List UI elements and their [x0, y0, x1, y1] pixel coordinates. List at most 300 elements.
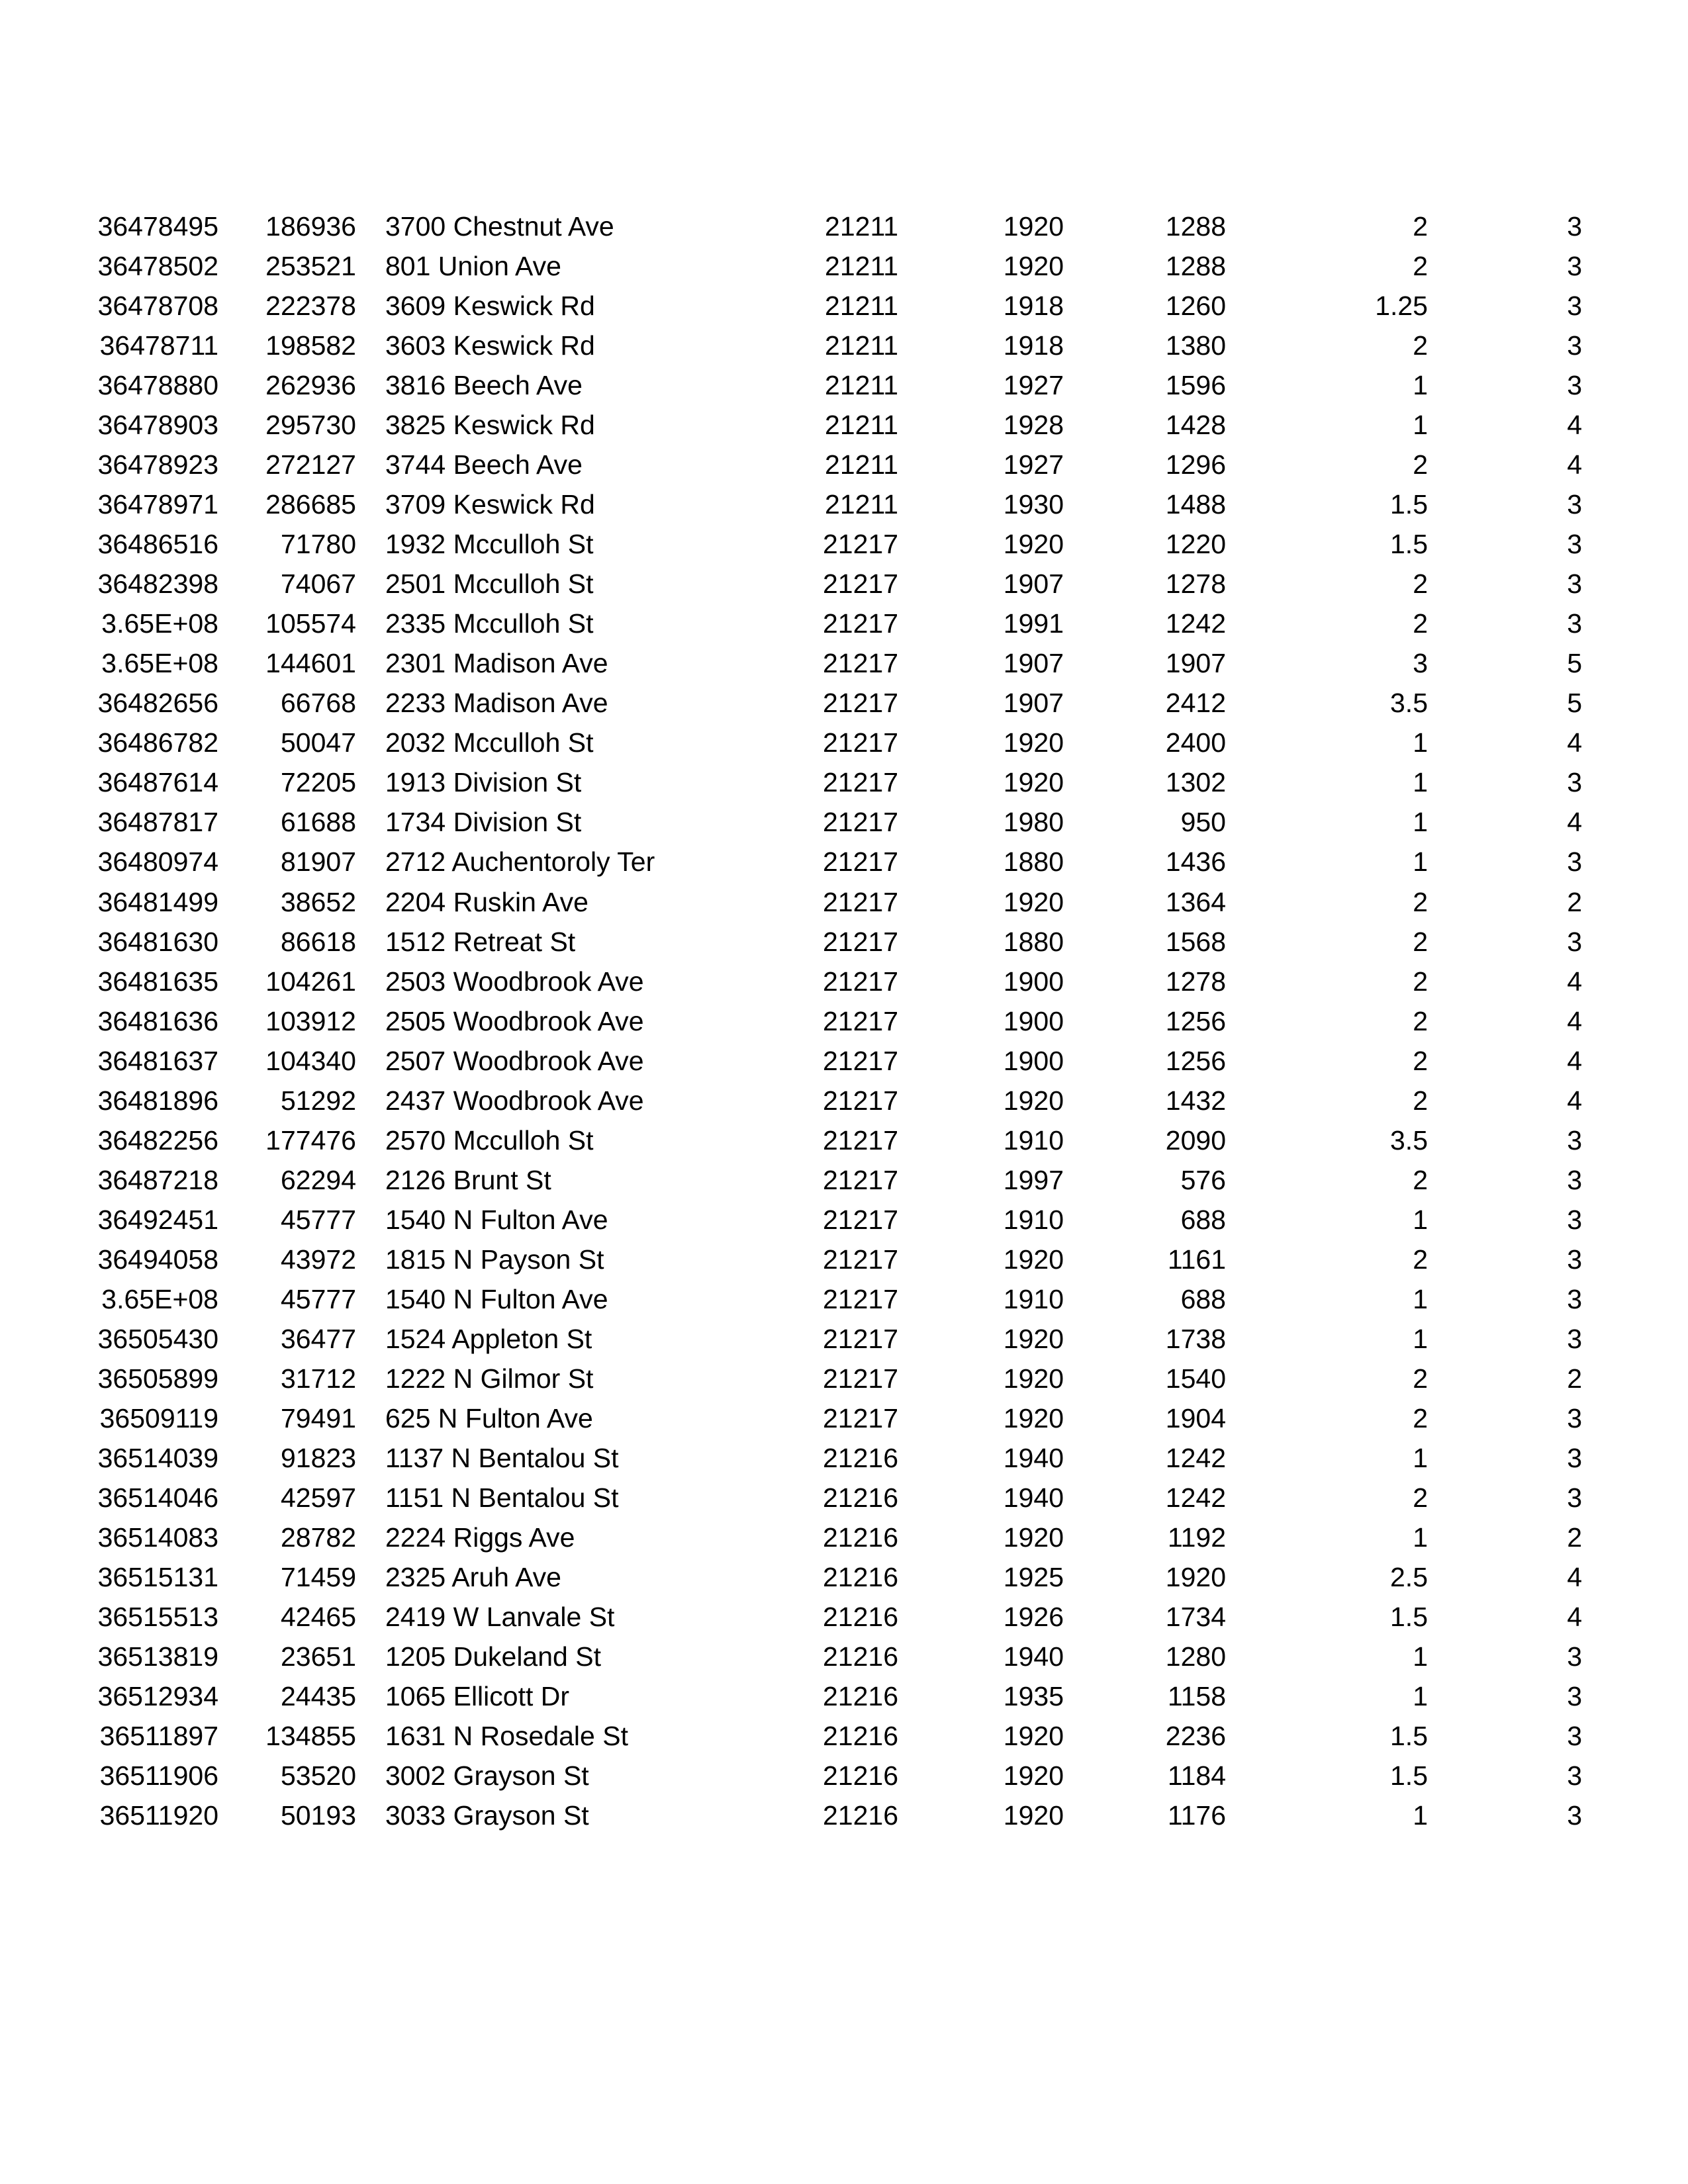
value-cell: 144601	[265, 648, 356, 679]
zip-cell: 21211	[825, 370, 898, 401]
baths-cell: 1.5	[1390, 529, 1428, 560]
year-built-cell: 1920	[1003, 1402, 1064, 1433]
sqft-cell: 1568	[1165, 926, 1226, 957]
value-cell: 38652	[280, 886, 356, 917]
zip-cell: 21217	[822, 1204, 898, 1235]
baths-cell: 1	[1413, 1800, 1428, 1831]
year-built-cell: 1940	[1003, 1482, 1064, 1513]
beds-cell: 3	[1567, 291, 1582, 322]
sqft-cell: 1288	[1165, 251, 1226, 282]
zip-cell: 21216	[822, 1760, 898, 1792]
beds-cell: 4	[1567, 1562, 1582, 1593]
year-built-cell: 1930	[1003, 489, 1064, 520]
beds-cell: 3	[1567, 1442, 1582, 1473]
baths-cell: 1	[1413, 767, 1428, 798]
value-cell: 134855	[265, 1721, 356, 1752]
sqft-cell: 1738	[1165, 1323, 1226, 1354]
sqft-cell: 1380	[1165, 330, 1226, 361]
value-cell: 272127	[265, 449, 356, 480]
baths-cell: 2	[1413, 1363, 1428, 1394]
table-row	[0, 643, 1688, 683]
parcel-id-cell: 36514083	[97, 1522, 218, 1553]
value-cell: 42597	[280, 1482, 356, 1513]
zip-cell: 21217	[822, 1005, 898, 1036]
beds-cell: 4	[1567, 966, 1582, 997]
zip-cell: 21217	[822, 1085, 898, 1116]
sqft-cell: 576	[1180, 1164, 1226, 1195]
year-built-cell: 1920	[1003, 1800, 1064, 1831]
parcel-id-cell: 36514039	[97, 1442, 218, 1473]
value-cell: 71459	[280, 1562, 356, 1593]
sqft-cell: 2090	[1165, 1124, 1226, 1156]
parcel-id-cell: 36486516	[97, 529, 218, 560]
year-built-cell: 1935	[1003, 1681, 1064, 1712]
address-cell: 2570 Mcculloh St	[385, 1124, 594, 1156]
zip-cell: 21217	[822, 1363, 898, 1394]
address-cell: 1065 Ellicott Dr	[385, 1681, 570, 1712]
year-built-cell: 1900	[1003, 1045, 1064, 1076]
value-cell: 43972	[280, 1244, 356, 1275]
beds-cell: 4	[1567, 1045, 1582, 1076]
address-cell: 2126 Brunt St	[385, 1164, 551, 1195]
sqft-cell: 2236	[1165, 1721, 1226, 1752]
year-built-cell: 1920	[1003, 727, 1064, 758]
beds-cell: 5	[1567, 688, 1582, 719]
parcel-id-cell: 36481896	[97, 1085, 218, 1116]
address-cell: 2505 Woodbrook Ave	[385, 1005, 644, 1036]
address-cell: 2335 Mcculloh St	[385, 608, 594, 639]
address-cell: 1913 Division St	[385, 767, 582, 798]
beds-cell: 3	[1567, 370, 1582, 401]
zip-cell: 21216	[822, 1800, 898, 1831]
table-row	[0, 962, 1688, 1001]
table-row	[0, 882, 1688, 922]
parcel-id-cell: 3.65E+08	[101, 1283, 218, 1314]
year-built-cell: 1925	[1003, 1562, 1064, 1593]
address-cell: 2301 Madison Ave	[385, 648, 608, 679]
value-cell: 86618	[280, 926, 356, 957]
table-row	[0, 802, 1688, 842]
baths-cell: 2	[1413, 1045, 1428, 1076]
beds-cell: 3	[1567, 251, 1582, 282]
address-cell: 1222 N Gilmor St	[385, 1363, 594, 1394]
address-cell: 2501 Mcculloh St	[385, 569, 594, 600]
value-cell: 66768	[280, 688, 356, 719]
zip-cell: 21217	[822, 529, 898, 560]
year-built-cell: 1928	[1003, 410, 1064, 441]
sqft-cell: 1260	[1165, 291, 1226, 322]
sqft-cell: 1242	[1165, 1442, 1226, 1473]
year-built-cell: 1880	[1003, 926, 1064, 957]
parcel-id-cell: 36478711	[99, 330, 218, 361]
parcel-id-cell: 36487218	[97, 1164, 218, 1195]
table-row	[0, 922, 1688, 962]
table-row	[0, 326, 1688, 365]
year-built-cell: 1927	[1003, 370, 1064, 401]
sqft-cell: 1436	[1165, 846, 1226, 878]
sqft-cell: 1256	[1165, 1045, 1226, 1076]
baths-cell: 2	[1413, 608, 1428, 639]
parcel-id-cell: 36487614	[97, 767, 218, 798]
address-cell: 2224 Riggs Ave	[385, 1522, 575, 1553]
beds-cell: 3	[1567, 767, 1582, 798]
sqft-cell: 1288	[1165, 211, 1226, 242]
year-built-cell: 1910	[1003, 1124, 1064, 1156]
table-row	[0, 1398, 1688, 1438]
table-row	[0, 564, 1688, 604]
beds-cell: 4	[1567, 449, 1582, 480]
year-built-cell: 1920	[1003, 1363, 1064, 1394]
beds-cell: 4	[1567, 1005, 1582, 1036]
baths-cell: 2	[1413, 1244, 1428, 1275]
parcel-id-cell: 36481637	[97, 1045, 218, 1076]
sqft-cell: 950	[1180, 807, 1226, 838]
year-built-cell: 1918	[1003, 330, 1064, 361]
parcel-id-cell: 36481630	[97, 926, 218, 957]
baths-cell: 1	[1413, 727, 1428, 758]
zip-cell: 21217	[822, 1323, 898, 1354]
baths-cell: 1.25	[1375, 291, 1428, 322]
zip-cell: 21217	[822, 966, 898, 997]
table-row	[0, 604, 1688, 643]
parcel-id-cell: 36505899	[97, 1363, 218, 1394]
sqft-cell: 1364	[1165, 886, 1226, 917]
baths-cell: 1	[1413, 1283, 1428, 1314]
baths-cell: 3.5	[1390, 1124, 1428, 1156]
parcel-id-cell: 36515131	[97, 1562, 218, 1593]
address-cell: 2712 Auchentoroly Ter	[385, 846, 655, 878]
sqft-cell: 1161	[1167, 1244, 1226, 1275]
table-row	[0, 1001, 1688, 1041]
address-cell: 3002 Grayson St	[385, 1760, 589, 1792]
table-row	[0, 1716, 1688, 1756]
sqft-cell: 1734	[1165, 1602, 1226, 1633]
value-cell: 50047	[280, 727, 356, 758]
beds-cell: 3	[1567, 1681, 1582, 1712]
address-cell: 1540 N Fulton Ave	[385, 1204, 608, 1235]
address-cell: 625 N Fulton Ave	[385, 1402, 593, 1433]
parcel-id-cell: 36480974	[97, 846, 218, 878]
year-built-cell: 1920	[1003, 1760, 1064, 1792]
parcel-id-cell: 36478495	[97, 211, 218, 242]
baths-cell: 1	[1413, 410, 1428, 441]
baths-cell: 2	[1413, 966, 1428, 997]
parcel-id-cell: 36478880	[97, 370, 218, 401]
zip-cell: 21217	[822, 926, 898, 957]
baths-cell: 1	[1413, 1641, 1428, 1672]
table-row	[0, 405, 1688, 445]
zip-cell: 21217	[822, 1124, 898, 1156]
year-built-cell: 1920	[1003, 1721, 1064, 1752]
sqft-cell: 1540	[1165, 1363, 1226, 1394]
zip-cell: 21211	[825, 330, 898, 361]
beds-cell: 3	[1567, 1760, 1582, 1792]
sqft-cell: 1280	[1165, 1641, 1226, 1672]
address-cell: 1137 N Bentalou St	[385, 1442, 619, 1473]
value-cell: 105574	[265, 608, 356, 639]
value-cell: 61688	[280, 807, 356, 838]
year-built-cell: 1907	[1003, 569, 1064, 600]
zip-cell: 21217	[822, 1283, 898, 1314]
address-cell: 1512 Retreat St	[385, 926, 576, 957]
zip-cell: 21216	[822, 1602, 898, 1633]
value-cell: 53520	[280, 1760, 356, 1792]
baths-cell: 1	[1413, 846, 1428, 878]
parcel-id-cell: 36486782	[97, 727, 218, 758]
sqft-cell: 1596	[1165, 370, 1226, 401]
parcel-id-cell: 3.65E+08	[101, 648, 218, 679]
baths-cell: 1.5	[1390, 489, 1428, 520]
zip-cell: 21217	[822, 608, 898, 639]
table-row	[0, 1557, 1688, 1597]
zip-cell: 21211	[825, 410, 898, 441]
year-built-cell: 1940	[1003, 1442, 1064, 1473]
baths-cell: 2	[1413, 1085, 1428, 1116]
value-cell: 286685	[265, 489, 356, 520]
year-built-cell: 1910	[1003, 1283, 1064, 1314]
value-cell: 198582	[265, 330, 356, 361]
sqft-cell: 1192	[1167, 1522, 1226, 1553]
beds-cell: 3	[1567, 1124, 1582, 1156]
baths-cell: 2	[1413, 330, 1428, 361]
baths-cell: 1.5	[1390, 1760, 1428, 1792]
address-cell: 3033 Grayson St	[385, 1800, 589, 1831]
value-cell: 222378	[265, 291, 356, 322]
value-cell: 262936	[265, 370, 356, 401]
year-built-cell: 1920	[1003, 529, 1064, 560]
value-cell: 177476	[265, 1124, 356, 1156]
sqft-cell: 1920	[1165, 1562, 1226, 1593]
baths-cell: 1.5	[1390, 1721, 1428, 1752]
year-built-cell: 1907	[1003, 688, 1064, 719]
baths-cell: 1	[1413, 807, 1428, 838]
parcel-id-cell: 36482398	[97, 569, 218, 600]
zip-cell: 21217	[822, 807, 898, 838]
zip-cell: 21217	[822, 569, 898, 600]
zip-cell: 21216	[822, 1681, 898, 1712]
beds-cell: 3	[1567, 330, 1582, 361]
year-built-cell: 1910	[1003, 1204, 1064, 1235]
value-cell: 71780	[280, 529, 356, 560]
address-cell: 2032 Mcculloh St	[385, 727, 594, 758]
address-cell: 1540 N Fulton Ave	[385, 1283, 608, 1314]
table-row	[0, 1081, 1688, 1120]
value-cell: 104261	[265, 966, 356, 997]
address-cell: 2507 Woodbrook Ave	[385, 1045, 644, 1076]
beds-cell: 3	[1567, 1164, 1582, 1195]
baths-cell: 1	[1413, 1204, 1428, 1235]
year-built-cell: 1991	[1003, 608, 1064, 639]
address-cell: 3816 Beech Ave	[385, 370, 583, 401]
table-row	[0, 1478, 1688, 1518]
zip-cell: 21211	[825, 291, 898, 322]
value-cell: 79491	[280, 1402, 356, 1433]
parcel-id-cell: 36482656	[97, 688, 218, 719]
baths-cell: 2	[1413, 1164, 1428, 1195]
beds-cell: 4	[1567, 410, 1582, 441]
beds-cell: 4	[1567, 1602, 1582, 1633]
sqft-cell: 1256	[1165, 1005, 1226, 1036]
zip-cell: 21217	[822, 1045, 898, 1076]
year-built-cell: 1920	[1003, 1522, 1064, 1553]
parcel-id-cell: 36492451	[97, 1204, 218, 1235]
table-row	[0, 1319, 1688, 1359]
baths-cell: 1	[1413, 1522, 1428, 1553]
beds-cell: 3	[1567, 569, 1582, 600]
baths-cell: 2	[1413, 1005, 1428, 1036]
address-cell: 1932 Mcculloh St	[385, 529, 594, 560]
table-row	[0, 484, 1688, 524]
baths-cell: 1	[1413, 1681, 1428, 1712]
year-built-cell: 1920	[1003, 251, 1064, 282]
beds-cell: 4	[1567, 727, 1582, 758]
sqft-cell: 1296	[1165, 449, 1226, 480]
parcel-id-cell: 36481499	[97, 886, 218, 917]
zip-cell: 21217	[822, 1402, 898, 1433]
zip-cell: 21216	[822, 1721, 898, 1752]
sqft-cell: 1242	[1165, 1482, 1226, 1513]
value-cell: 50193	[280, 1800, 356, 1831]
zip-cell: 21216	[822, 1562, 898, 1593]
value-cell: 186936	[265, 211, 356, 242]
zip-cell: 21217	[822, 648, 898, 679]
value-cell: 42465	[280, 1602, 356, 1633]
year-built-cell: 1900	[1003, 966, 1064, 997]
address-cell: 2233 Madison Ave	[385, 688, 608, 719]
baths-cell: 2	[1413, 449, 1428, 480]
value-cell: 104340	[265, 1045, 356, 1076]
year-built-cell: 1920	[1003, 767, 1064, 798]
baths-cell: 2	[1413, 251, 1428, 282]
year-built-cell: 1997	[1003, 1164, 1064, 1195]
address-cell: 2204 Ruskin Ave	[385, 886, 588, 917]
address-cell: 2419 W Lanvale St	[385, 1602, 615, 1633]
beds-cell: 3	[1567, 1482, 1582, 1513]
beds-cell: 3	[1567, 1244, 1582, 1275]
table-row	[0, 723, 1688, 762]
parcel-id-cell: 36511906	[99, 1760, 218, 1792]
baths-cell: 2	[1413, 1402, 1428, 1433]
value-cell: 103912	[265, 1005, 356, 1036]
address-cell: 1631 N Rosedale St	[385, 1721, 628, 1752]
address-cell: 2437 Woodbrook Ave	[385, 1085, 644, 1116]
sqft-cell: 1158	[1167, 1681, 1226, 1712]
baths-cell: 2	[1413, 1482, 1428, 1513]
beds-cell: 3	[1567, 211, 1582, 242]
parcel-id-cell: 36512934	[97, 1681, 218, 1712]
year-built-cell: 1920	[1003, 1323, 1064, 1354]
baths-cell: 3	[1413, 648, 1428, 679]
parcel-id-cell: 36513819	[97, 1641, 218, 1672]
parcel-id-cell: 36514046	[97, 1482, 218, 1513]
address-cell: 1734 Division St	[385, 807, 582, 838]
parcel-id-cell: 36478903	[97, 410, 218, 441]
year-built-cell: 1907	[1003, 648, 1064, 679]
beds-cell: 3	[1567, 846, 1582, 878]
parcel-id-cell: 36511897	[99, 1721, 218, 1752]
year-built-cell: 1920	[1003, 211, 1064, 242]
sqft-cell: 1428	[1165, 410, 1226, 441]
beds-cell: 2	[1567, 1363, 1582, 1394]
beds-cell: 3	[1567, 1641, 1582, 1672]
value-cell: 72205	[280, 767, 356, 798]
zip-cell: 21217	[822, 767, 898, 798]
value-cell: 81907	[280, 846, 356, 878]
year-built-cell: 1918	[1003, 291, 1064, 322]
zip-cell: 21211	[825, 489, 898, 520]
address-cell: 801 Union Ave	[385, 251, 561, 282]
zip-cell: 21217	[822, 1244, 898, 1275]
parcel-id-cell: 36487817	[97, 807, 218, 838]
address-cell: 3603 Keswick Rd	[385, 330, 595, 361]
year-built-cell: 1920	[1003, 886, 1064, 917]
table-row	[0, 1637, 1688, 1676]
sqft-cell: 688	[1180, 1283, 1226, 1314]
table-row	[0, 1676, 1688, 1716]
value-cell: 36477	[280, 1323, 356, 1354]
year-built-cell: 1940	[1003, 1641, 1064, 1672]
value-cell: 28782	[280, 1522, 356, 1553]
value-cell: 91823	[280, 1442, 356, 1473]
zip-cell: 21216	[822, 1482, 898, 1513]
table-row	[0, 1041, 1688, 1081]
beds-cell: 3	[1567, 926, 1582, 957]
value-cell: 74067	[280, 569, 356, 600]
address-cell: 1524 Appleton St	[385, 1323, 592, 1354]
zip-cell: 21217	[822, 688, 898, 719]
value-cell: 24435	[280, 1681, 356, 1712]
parcel-id-cell: 36478971	[97, 489, 218, 520]
table-row	[0, 1518, 1688, 1557]
zip-cell: 21217	[822, 727, 898, 758]
value-cell: 45777	[280, 1204, 356, 1235]
zip-cell: 21211	[825, 251, 898, 282]
table-row	[0, 1279, 1688, 1319]
year-built-cell: 1900	[1003, 1005, 1064, 1036]
table-row	[0, 1597, 1688, 1637]
parcel-id-cell: 36482256	[97, 1124, 218, 1156]
sqft-cell: 1184	[1167, 1760, 1226, 1792]
sqft-cell: 1302	[1165, 767, 1226, 798]
year-built-cell: 1926	[1003, 1602, 1064, 1633]
table-row	[0, 1438, 1688, 1478]
address-cell: 1815 N Payson St	[385, 1244, 604, 1275]
address-cell: 3609 Keswick Rd	[385, 291, 595, 322]
baths-cell: 1	[1413, 370, 1428, 401]
address-cell: 3744 Beech Ave	[385, 449, 583, 480]
baths-cell: 2	[1413, 211, 1428, 242]
address-cell: 1205 Dukeland St	[385, 1641, 601, 1672]
year-built-cell: 1880	[1003, 846, 1064, 878]
value-cell: 62294	[280, 1164, 356, 1195]
sqft-cell: 1278	[1165, 966, 1226, 997]
baths-cell: 1	[1413, 1442, 1428, 1473]
zip-cell: 21217	[822, 1164, 898, 1195]
year-built-cell: 1920	[1003, 1085, 1064, 1116]
baths-cell: 2	[1413, 569, 1428, 600]
table-row	[0, 445, 1688, 484]
beds-cell: 3	[1567, 1721, 1582, 1752]
parcel-id-cell: 36478708	[97, 291, 218, 322]
sqft-cell: 688	[1180, 1204, 1226, 1235]
beds-cell: 3	[1567, 608, 1582, 639]
value-cell: 45777	[280, 1283, 356, 1314]
beds-cell: 3	[1567, 1800, 1582, 1831]
value-cell: 253521	[265, 251, 356, 282]
table-row	[0, 1756, 1688, 1796]
zip-cell: 21216	[822, 1641, 898, 1672]
beds-cell: 3	[1567, 1402, 1582, 1433]
